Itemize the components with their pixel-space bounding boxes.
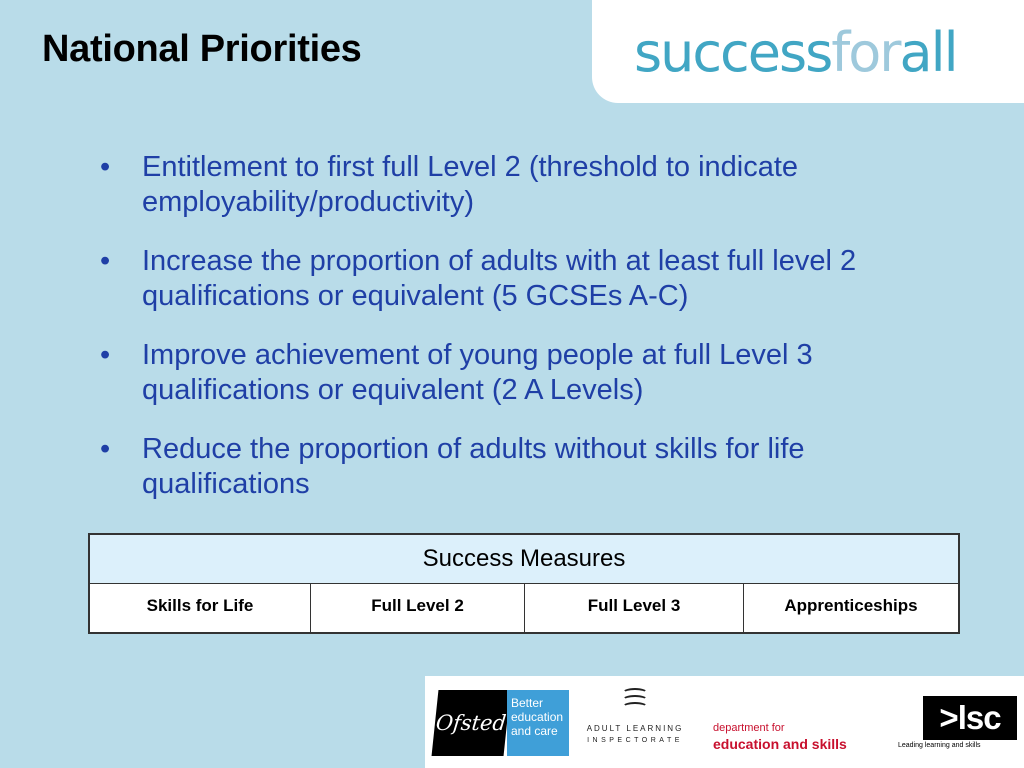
dfes-line1: department for — [713, 722, 785, 734]
bullet-marker: • — [100, 245, 111, 277]
priority-text: Entitlement to first full Level 2 (threshold to indicate employability/productivity) — [142, 151, 799, 218]
swirl-icon — [622, 686, 648, 712]
better-line: Better — [511, 696, 544, 710]
table-cell-full-level-3: Full Level 3 — [525, 584, 744, 634]
bullet-marker: • — [100, 339, 111, 371]
logo-word-all: all — [899, 21, 957, 84]
table-cell-full-level-2: Full Level 2 — [311, 584, 525, 634]
priority-item — [100, 432, 950, 502]
table-cell-apprenticeships: Apprenticeships — [784, 596, 918, 615]
brand-panel — [592, 0, 1024, 103]
slide-title: National Priorities — [42, 28, 362, 70]
priority-item — [100, 244, 950, 314]
better-education-logo — [507, 690, 569, 756]
ali-name-line1: ADULT LEARNING — [586, 724, 684, 733]
dfes-line2: education and skills — [713, 736, 847, 752]
priorities-list — [100, 150, 950, 526]
table-cell-skills-for-life: Skills for Life — [90, 584, 311, 634]
partner-logos — [425, 676, 1024, 768]
success-measures-table — [88, 533, 960, 634]
logo-word-success: success — [634, 21, 832, 84]
better-line: and care — [511, 724, 558, 738]
adult-learning-inspectorate-logo — [585, 686, 685, 758]
priority-item — [100, 338, 950, 408]
better-line: education — [511, 710, 564, 724]
successforall-logo — [634, 18, 957, 88]
dfes-logo — [713, 722, 847, 753]
table-header: Success Measures — [90, 535, 958, 584]
ali-name-line2: INSPECTORATE — [587, 737, 683, 744]
bullet-marker: • — [100, 433, 111, 465]
lsc-tagline: Leading learning and skills — [898, 742, 981, 749]
lsc-logo: >lsc — [923, 696, 1017, 740]
logo-word-for: for — [831, 21, 900, 84]
priority-item — [100, 150, 950, 220]
bullet-marker: • — [100, 151, 111, 183]
priority-text: Improve achievement of young people at full Level 3 qualifications or equivalent (2 A Levels) — [142, 339, 813, 406]
table-row — [90, 584, 958, 634]
priority-text: Reduce the proportion of adults without skills for life qualifications — [142, 433, 805, 500]
priority-text: Increase the proportion of adults with at least full level 2 qualifications or equivalent (5 GCSEs A-C) — [142, 245, 857, 312]
ofsted-logo: Ofsted — [432, 690, 511, 756]
